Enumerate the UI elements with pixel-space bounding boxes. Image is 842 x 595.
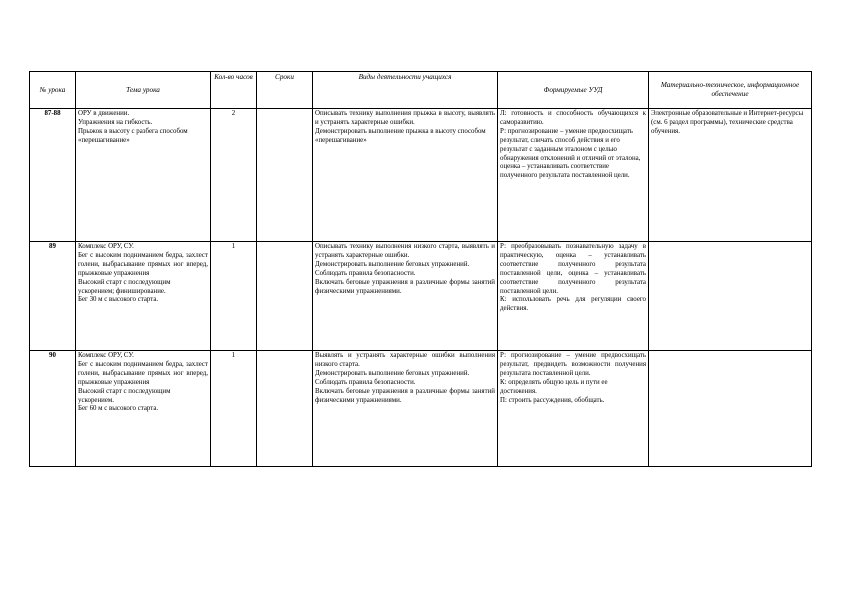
lesson-dates: [257, 109, 313, 242]
lesson-activities: [313, 109, 498, 242]
lesson-hours: 2: [211, 109, 257, 242]
table-row: [30, 109, 812, 242]
lesson-plan-table: [29, 71, 812, 467]
lesson-resources: [649, 109, 812, 242]
lesson-uud: [498, 109, 649, 242]
activity-line: Описывать технику выполнения низкого старта, выявлять и устранять характерные ошибки.: [315, 243, 495, 259]
lesson-topic: [76, 242, 211, 351]
header-lesson-topic: Тема урока: [76, 72, 211, 109]
uud-line: Р: преобразовывать познавательную задачу в практическую, оценка – устанавливать соответствие полученного результата поставленной цели, оценка – устанавливать соответствие полученного результата поставленной цели.: [500, 243, 646, 295]
activity-line: Выявлять и устранять характерные ошибки выполнения низкого старта.: [315, 352, 495, 368]
activity-line: Описывать технику выполнения прыжка в высоту, выявлять и устранять характерные ошибки.: [315, 110, 495, 126]
lesson-number: 87-88: [30, 109, 76, 242]
activity-line: Соблюдать правила безопасности.: [315, 269, 416, 277]
topic-line: Бег с высоким подниманием бедра, захлест голени, выбрасывание прямых ног вперед, прыжковые упражнения: [78, 360, 208, 386]
topic-line: Бег 30 м с высокого старта.: [78, 296, 159, 304]
lesson-resources: [649, 242, 812, 351]
uud-line: Р: прогнозирование – умение предвосхищать результат, предвидеть возможности получения результата поставленной цели.: [500, 352, 646, 377]
topic-line: Высокий старт с последующим ускорением; финиширование.: [78, 278, 171, 295]
lesson-number: 89: [30, 242, 76, 351]
topic-line: Бег 60 м с высокого старта.: [78, 405, 159, 413]
activity-line: Включать беговые упражнения в различные формы занятий физическими упражнениями.: [315, 278, 495, 295]
header-hours: Кол-во часов: [211, 72, 257, 109]
lesson-dates: [257, 242, 313, 351]
lesson-uud: [498, 242, 649, 351]
header-row: [30, 72, 812, 109]
lesson-hours: 1: [211, 351, 257, 467]
lesson-uud: [498, 351, 649, 467]
topic-line: Высокий старт с последующим ускорением.: [78, 387, 171, 404]
header-dates: Сроки: [257, 72, 313, 109]
topic-line: Бег с высоким подниманием бедра, захлест голени, выбрасывание прямых ног вперед, прыжковые упражнения: [78, 251, 208, 277]
topic-line: Комплекс ОРУ, СУ.: [78, 243, 134, 250]
header-resources: Материально-техническое, информационное обеспечение: [649, 72, 812, 109]
header-activities: Виды деятельности учащихся: [313, 72, 498, 109]
lesson-number: 90: [30, 351, 76, 467]
topic-line: Комплекс ОРУ, СУ.: [78, 352, 134, 359]
activity-line: Демонстрировать выполнение беговых упражнений.: [315, 260, 470, 268]
uud-line: К: определять общую цель и пути ее достижения.: [500, 378, 608, 395]
header-lesson-number: № урока: [30, 72, 76, 109]
lesson-resources: [649, 351, 812, 467]
lesson-topic: [76, 351, 211, 467]
lesson-activities: [313, 351, 498, 467]
resource-line: Электронные образовательные и Интернет-ресурсы (см. 6 раздел программы), технические средства обучения.: [651, 110, 804, 135]
uud-line: П: строить рассуждения, обобщать.: [500, 396, 605, 404]
table-row: [30, 351, 812, 467]
activity-line: Включать беговые упражнения в различные формы занятий физическими упражнениями.: [315, 387, 495, 404]
topic-line: Прыжок в высоту с разбега способом «перешагивание»: [78, 127, 188, 144]
topic-line: Упражнения на гибкость.: [78, 118, 153, 126]
header-uud: Формируемые УУД: [498, 72, 649, 109]
lesson-dates: [257, 351, 313, 467]
activity-line: Демонстрировать выполнение беговых упражнений.: [315, 369, 470, 377]
table-row: [30, 242, 812, 351]
uud-line: К: использовать речь для регуляции своего действия.: [500, 296, 646, 313]
uud-line: Р: прогнозирование – умение предвосхищать результат, сличать способ действия и его результат с заданным эталоном с целью обнаружения отклонений и отличий от эталона, оценка – устанавливать соответствие полученного результата поставленной цели.: [500, 127, 641, 180]
uud-line: Л: готовность и способность обучающихся к саморазвитию.: [500, 110, 646, 126]
lesson-hours: 1: [211, 242, 257, 351]
topic-line: ОРУ в движении.: [78, 110, 130, 117]
activity-line: Соблюдать правила безопасности.: [315, 378, 416, 386]
lesson-topic: [76, 109, 211, 242]
lesson-activities: [313, 242, 498, 351]
activity-line: Демонстрировать выполнение прыжка в высоту способом «перешагивание»: [315, 127, 486, 144]
